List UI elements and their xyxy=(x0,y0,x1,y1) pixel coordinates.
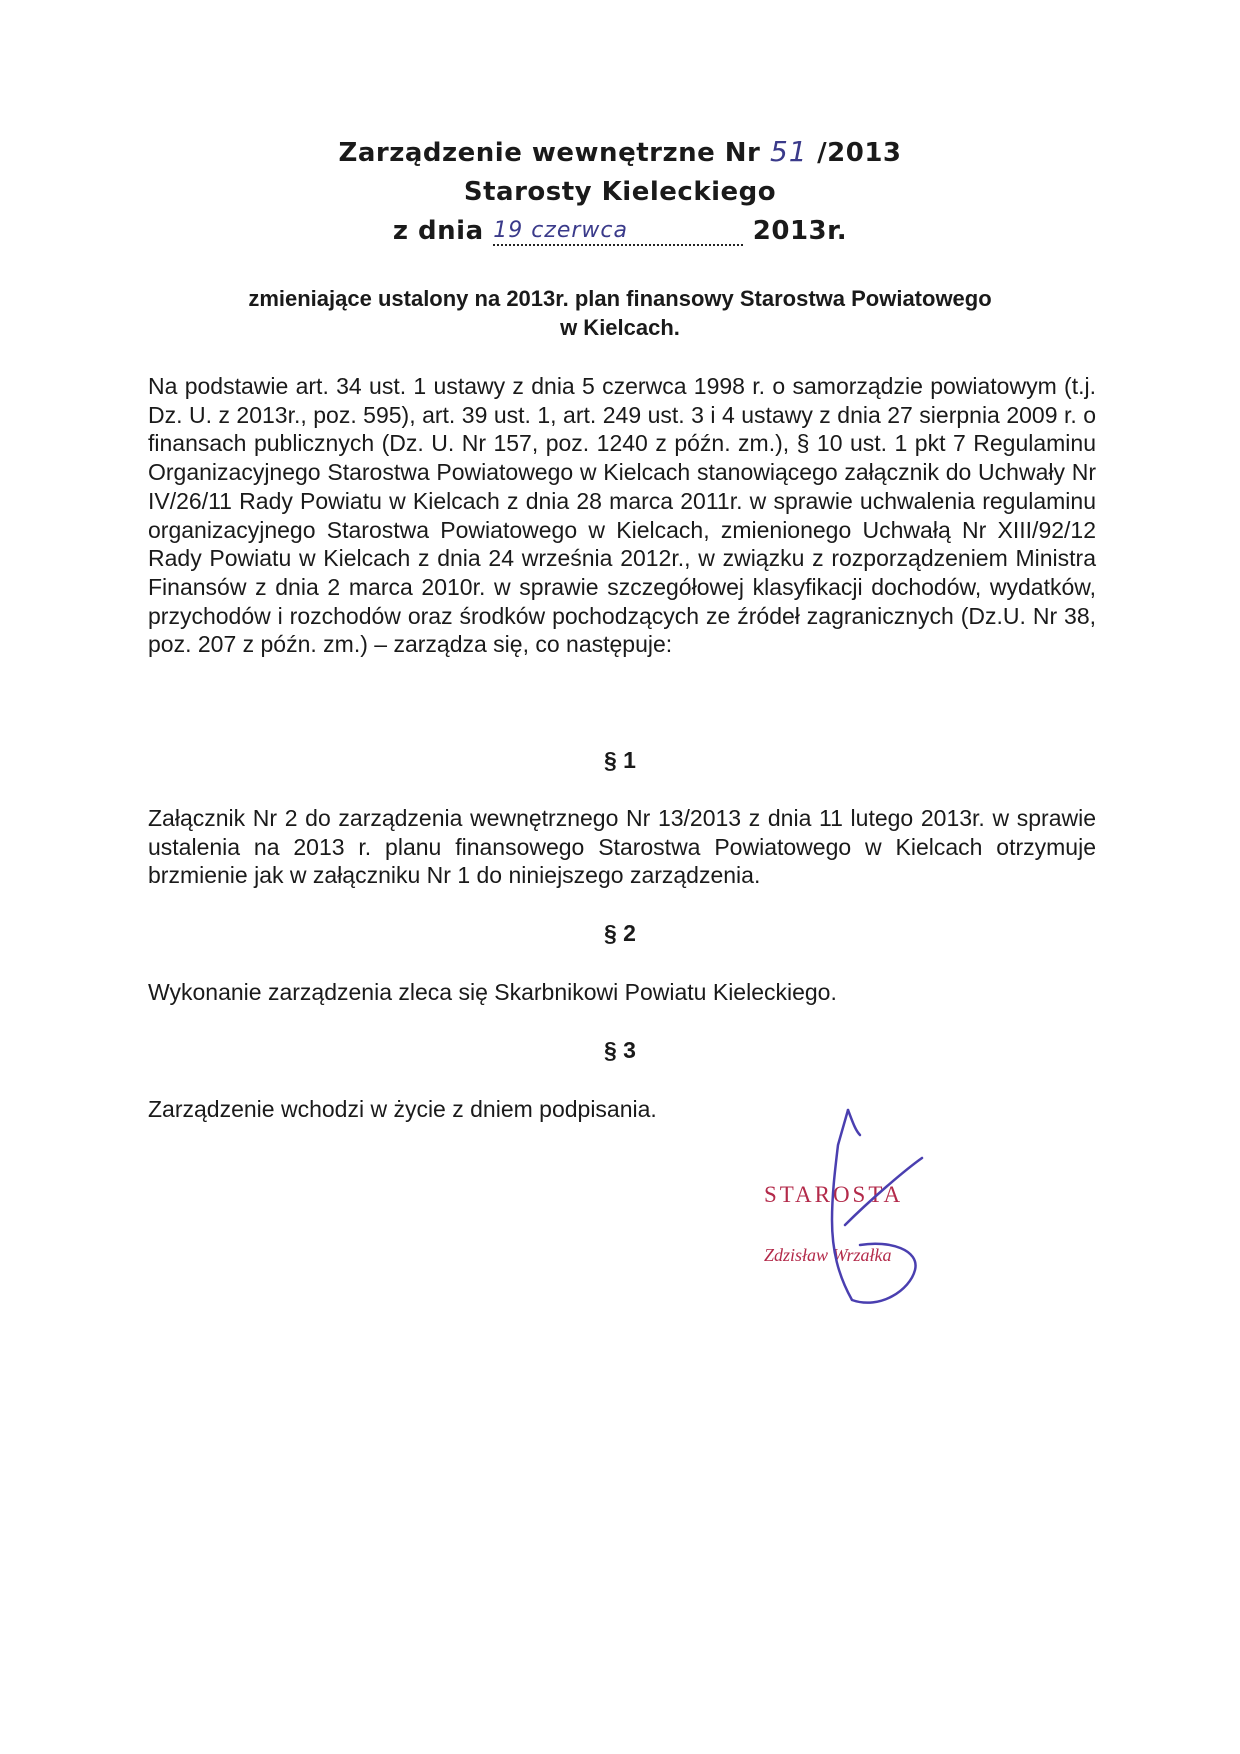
header-date-prefix: z dnia xyxy=(392,216,484,246)
official-stamp xyxy=(740,1100,970,1340)
legal-basis-paragraph: Na podstawie art. 34 ust. 1 ustawy z dnia 5 czerwca 1998 r. o samorządzie powiatowym (t.j. Dz. U. z 2013r., poz. 595), art. 39 ust. 1, art. 249 ust. 3 i 4 ustawy z dnia 27 sierpnia 2009 r. o finansach publicznych (Dz. U. Nr 157, poz. 1240 z późn. zm.), § 10 ust. 1 pkt 7 Regulaminu Organizacyjnego Starostwa Powiatowego w Kielcach stanowiącego załącznik do Uchwały Nr IV/26/11 Rady Powiatu w Kielcach z dnia 28 marca 2011r. w sprawie uchwalenia regulaminu organizacyjnego Starostwa Powiatowego w Kielcach, zmienionego Uchwałą Nr XIII/92/12 Rady Powiatu w Kielcach z dnia 24 września 2012r., w związku z rozporządzeniem Ministra Finansów z dnia 2 marca 2010r. w sprawie szczegółowej klasyfikacji dochodów, wydatków, przychodów i rozchodów oraz środków pochodzących ze źródeł zagranicznych (Dz.U. Nr 38, poz. 207 z późn. zm.) – zarządza się, co następuje: xyxy=(148,373,1096,658)
section-2-text: Wykonanie zarządzenia zleca się Skarbnikowi Powiatu Kieleckiego. xyxy=(148,979,837,1005)
section-1-text: Załącznik Nr 2 do zarządzenia wewnętrznego Nr 13/2013 z dnia 11 lutego 2013r. w sprawie ustalenia na 2013 r. planu finansowego Starostwa Powiatowego w Kielcach otrzymuje brzmienie jak w załączniku Nr 1 do niniejszego zarządzenia. xyxy=(148,805,1096,889)
document-subtitle xyxy=(0,284,1240,342)
header-authority: Starosty Kieleckiego xyxy=(463,177,777,207)
handwritten-number: 51 xyxy=(769,135,808,168)
header-title-suffix: /2013 xyxy=(817,138,902,168)
stamp-title: STAROSTA xyxy=(764,1182,904,1207)
handwritten-date: 19 czerwca xyxy=(493,218,743,246)
subtitle-line-1: zmieniające ustalony na 2013r. plan finansowy Starostwa Powiatowego xyxy=(248,286,992,311)
handwritten-signature xyxy=(740,1100,970,1340)
section-2-heading: § 2 xyxy=(604,920,636,946)
header-title-prefix: Zarządzenie wewnętrzne Nr xyxy=(338,138,761,168)
header-date-line xyxy=(0,212,1240,251)
header-date-suffix: 2013r. xyxy=(752,216,848,246)
subtitle-line-2: w Kielcach. xyxy=(560,315,680,340)
section-3-text: Zarządzenie wchodzi w życie z dniem podpisania. xyxy=(148,1096,657,1122)
header-title-line xyxy=(0,132,1240,173)
section-3-heading: § 3 xyxy=(604,1037,636,1063)
document-header xyxy=(0,132,1240,251)
stamp-name: Zdzisław Wrzałka xyxy=(764,1245,892,1265)
section-1-heading: § 1 xyxy=(604,747,636,773)
